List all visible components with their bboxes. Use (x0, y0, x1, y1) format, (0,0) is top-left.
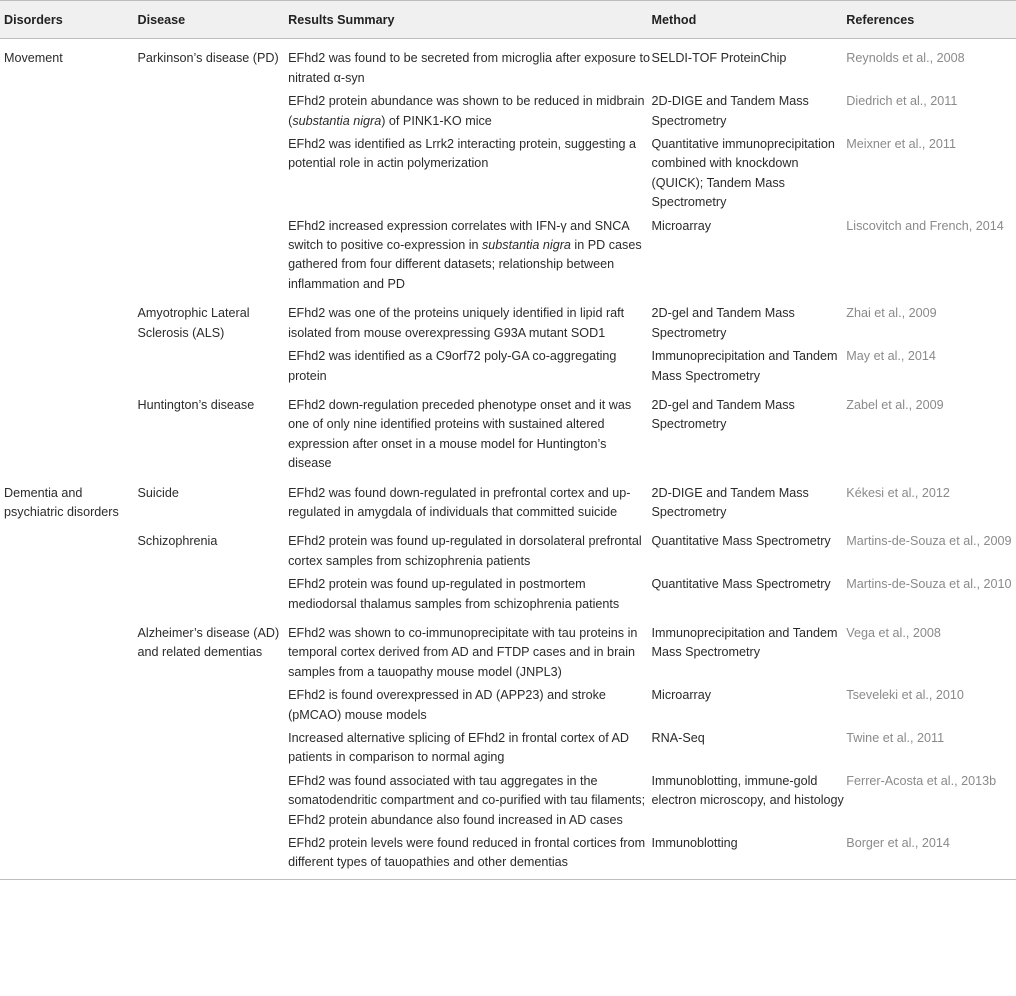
header-disease: Disease (138, 1, 289, 39)
cell-results-summary: EFhd2 is found overexpressed in AD (APP23) and stroke (pMCAO) mouse models (288, 688, 606, 722)
cell-disorder (0, 133, 138, 215)
cell-disorder (0, 684, 138, 727)
cell-results-summary: EFhd2 was found associated with tau aggregates in the somatodendritic compartment and co-purified with tau filaments; EFhd2 protein abundance also found increased in AD cases (288, 773, 646, 827)
cell-disorder (0, 727, 138, 770)
cell-reference: Diedrich et al., 2011 (846, 94, 958, 109)
cell-disease (138, 90, 289, 133)
cell-method: Immunoprecipitation and Tandem Mass Spectrometry (651, 349, 838, 383)
table-row (0, 133, 1016, 215)
header-results-summary: Results Summary (288, 1, 651, 39)
cell-reference: Liscovitch and French, 2014 (846, 218, 1004, 233)
cell-results-summary: EFhd2 protein was found up-regulated in postmortem mediodorsal thalamus samples from schizophrenia patients (288, 577, 620, 611)
header-disorders: Disorders (0, 1, 138, 39)
cell-disorder: Dementia and psychiatric disorders (4, 485, 119, 519)
cell-method: 2D-DIGE and Tandem Mass Spectrometry (651, 485, 809, 519)
cell-disease (138, 727, 289, 770)
cell-disorder (0, 524, 138, 573)
cell-method: 2D-gel and Tandem Mass Spectrometry (651, 306, 795, 340)
cell-results-summary: EFhd2 increased expression correlates with IFN-γ and SNCA switch to positive co-expression in substantia nigra in PD cases gathered from four different datasets; relationship between inflammation and PD (288, 218, 642, 291)
cell-disease (138, 573, 289, 616)
cell-disorder (0, 832, 138, 879)
table-row (0, 388, 1016, 476)
cell-results-summary: EFhd2 protein was found up-regulated in dorsolateral prefrontal cortex samples from schizophrenia patients (288, 534, 642, 568)
cell-results-summary: EFhd2 was one of the proteins uniquely identified in lipid raft isolated from mouse overexpressing G93A mutant SOD1 (288, 306, 625, 340)
cell-method: Quantitative Mass Spectrometry (651, 577, 831, 592)
table-header (0, 1, 1016, 39)
cell-results-summary: EFhd2 protein abundance was shown to be reduced in midbrain (substantia nigra) of PINK1-KO mice (288, 94, 645, 128)
cell-disorder (0, 573, 138, 616)
table-body (0, 39, 1016, 879)
table-row (0, 832, 1016, 879)
cell-disease: Schizophrenia (137, 534, 218, 549)
cell-disease (138, 684, 289, 727)
cell-disorder (0, 388, 138, 476)
cell-results-summary: EFhd2 was shown to co-immunoprecipitate with tau proteins in temporal cortex derived from AD and FTDP cases and in brain samples from a tauopathy mouse model (JNPL3) (288, 625, 638, 679)
cell-results-summary: Increased alternative splicing of EFhd2 in frontal cortex of AD patients in comparison to normal aging (288, 731, 630, 765)
cell-method: Quantitative Mass Spectrometry (651, 534, 831, 549)
italic-term: substantia nigra (482, 238, 571, 253)
cell-reference: Martins-de-Souza et al., 2009 (846, 534, 1012, 549)
cell-reference: Martins-de-Souza et al., 2010 (846, 577, 1012, 592)
cell-disorder (0, 90, 138, 133)
italic-term: substantia nigra (292, 113, 382, 128)
cell-results-summary: EFhd2 was identified as a C9orf72 poly-GA co-aggregating protein (288, 349, 617, 383)
cell-results-summary: EFhd2 was found down-regulated in prefrontal cortex and up-regulated in amygdala of individuals that committed suicide (288, 485, 631, 519)
cell-reference: Vega et al., 2008 (846, 625, 941, 640)
cell-disease: Amyotrophic Lateral Sclerosis (ALS) (137, 306, 250, 340)
cell-reference: May et al., 2014 (846, 349, 936, 364)
cell-method: Immunoprecipitation and Tandem Mass Spectrometry (651, 625, 838, 660)
table-row (0, 296, 1016, 345)
cell-results-summary: EFhd2 protein levels were found reduced in frontal cortices from different types of tauopathies and other dementias (288, 832, 651, 879)
cell-method: SELDI-TOF ProteinChip (651, 51, 787, 66)
cell-disorder: Movement (4, 51, 63, 66)
cell-method: Microarray (651, 688, 712, 703)
cell-disorder (0, 616, 138, 684)
cell-reference: Kékesi et al., 2012 (846, 485, 950, 500)
cell-disease (138, 345, 289, 388)
cell-method: 2D-gel and Tandem Mass Spectrometry (651, 397, 795, 432)
cell-results-summary: EFhd2 was identified as Lrrk2 interacting protein, suggesting a potential role in actin polymerization (288, 137, 637, 171)
cell-method: Quantitative immunoprecipitation combined with knockdown (QUICK); Tandem Mass Spectrometry (651, 137, 835, 210)
cell-disease: Huntington’s disease (137, 397, 255, 412)
cell-disorder (0, 215, 138, 297)
table-row (0, 39, 1016, 90)
cell-method: RNA-Seq (651, 731, 705, 745)
cell-reference: Meixner et al., 2011 (846, 137, 956, 152)
table-row (0, 90, 1016, 133)
cell-disorder (0, 345, 138, 388)
cell-disease: Parkinson’s disease (PD) (137, 51, 279, 66)
cell-disease: Alzheimer’s disease (AD) and related dementias (137, 625, 280, 660)
cell-reference: Tseveleki et al., 2010 (846, 688, 964, 703)
cell-results-summary: EFhd2 was found to be secreted from microglia after exposure to nitrated α-syn (288, 51, 651, 85)
cell-reference: Twine et al., 2011 (846, 731, 945, 745)
cell-disease (138, 133, 289, 215)
cell-disease: Suicide (137, 485, 179, 500)
table-row (0, 524, 1016, 573)
table-row (0, 476, 1016, 525)
table-row (0, 345, 1016, 388)
cell-method: Immunoblotting (652, 832, 847, 879)
table-row (0, 573, 1016, 616)
table-row (0, 684, 1016, 727)
table-row (0, 727, 1016, 770)
cell-reference: Borger et al., 2014 (846, 832, 1016, 879)
cell-disorder (0, 296, 138, 345)
cell-disease (138, 832, 289, 879)
table-row (0, 215, 1016, 297)
cell-results-summary: EFhd2 down-regulation preceded phenotype onset and it was one of only nine identified proteins with sustained altered expression after onset in a mouse model for Huntington’s disease (288, 397, 632, 471)
cell-disease (138, 215, 289, 297)
header-method: Method (652, 1, 847, 39)
cell-reference: Ferrer-Acosta et al., 2013b (846, 773, 997, 788)
header-references: References (846, 1, 1016, 39)
cell-method: Immunoblotting, immune-gold electron microscopy, and histology (651, 773, 844, 808)
cell-reference: Zhai et al., 2009 (846, 306, 937, 321)
table-row (0, 616, 1016, 684)
cell-reference: Reynolds et al., 2008 (846, 51, 965, 66)
header-row (0, 1, 1016, 39)
cell-method: Microarray (651, 218, 712, 233)
cell-disease (138, 770, 289, 832)
cell-reference: Zabel et al., 2009 (846, 397, 944, 412)
cell-disorder (0, 770, 138, 832)
table-row (0, 770, 1016, 832)
cell-method: 2D-DIGE and Tandem Mass Spectrometry (651, 94, 809, 128)
